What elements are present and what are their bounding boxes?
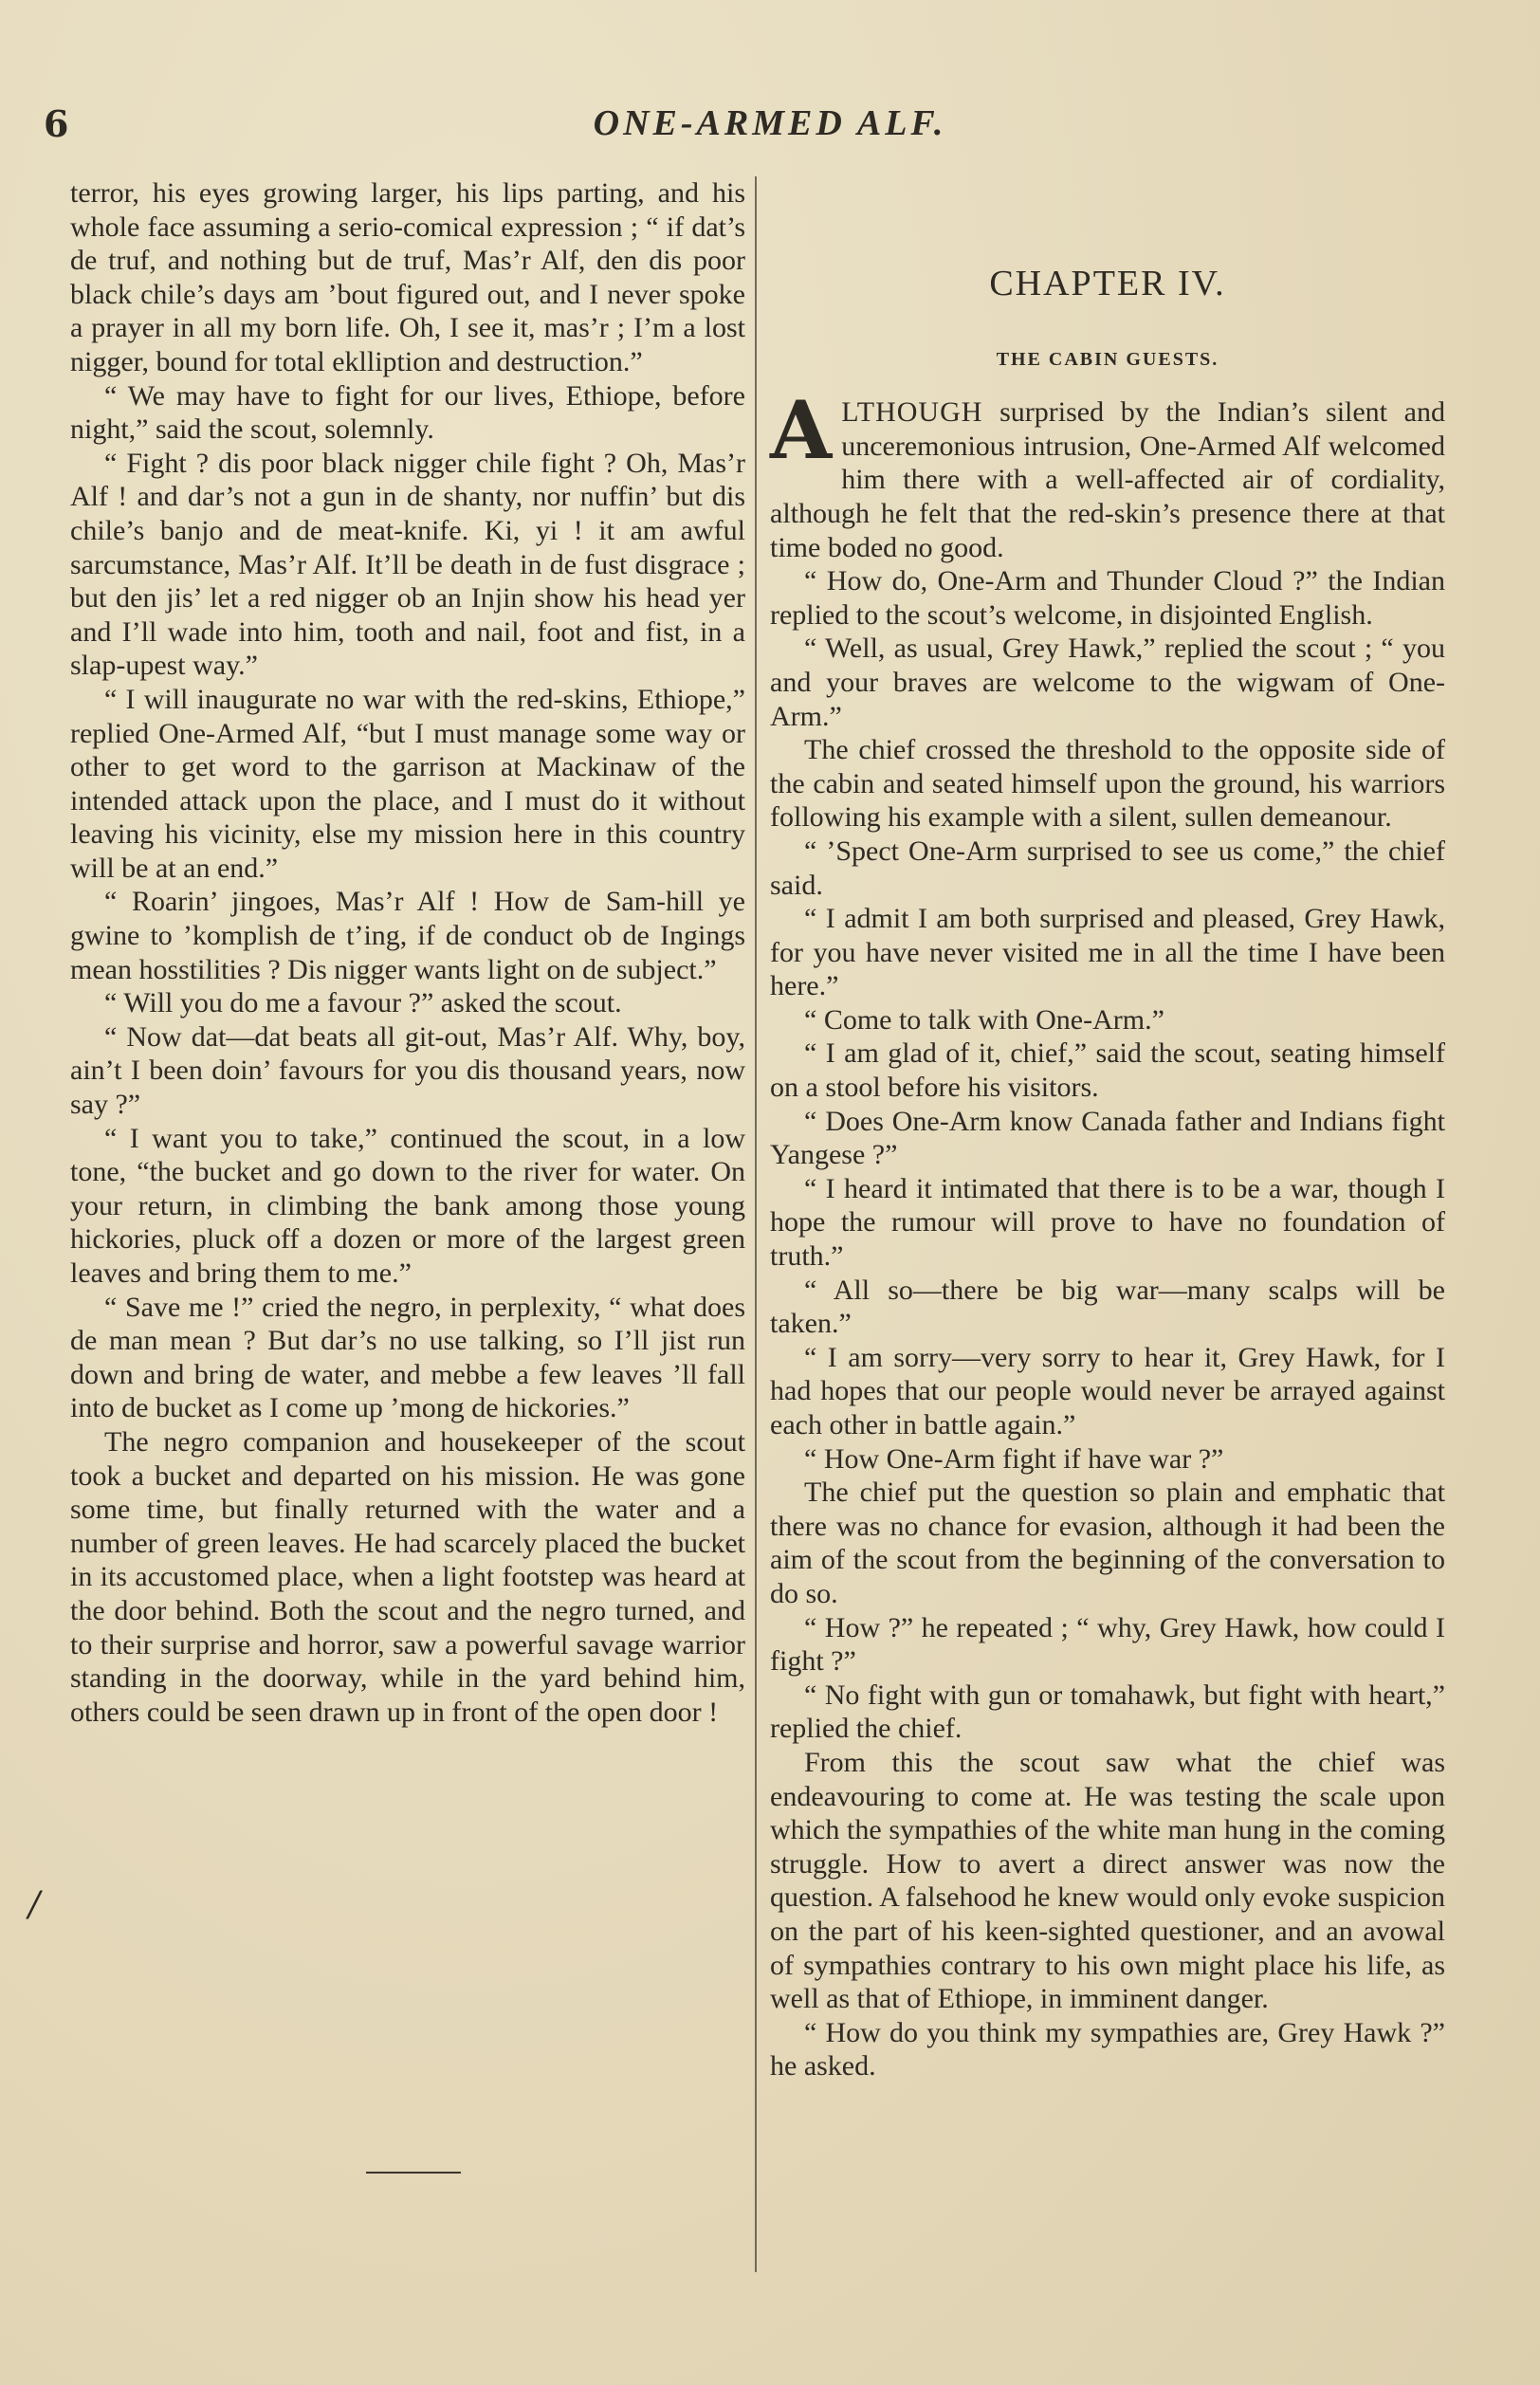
paragraph: “ Will you do me a favour ?” asked the scout.: [104, 987, 622, 1019]
page-number: 6: [44, 102, 69, 145]
page-header: [0, 102, 1540, 159]
paragraph: The negro companion and housekeeper of the scout took a bucket and departed on his mission. He was gone some time, but finally returned with the water and a number of green leaves. He had scarcely placed the bucket in its accustomed place, when a light footstep was heard at the door behind. Both the scout and the negro turned, and to their surprise and horror, saw a powerful savage warrior standing in the doorway, while in the yard behind him, others could be seen drawn up in front of the open door !: [70, 1425, 745, 1728]
paragraph: “ No fight with gun or tomahawk, but fight with heart,” replied the chief.: [770, 1679, 1445, 1745]
right-column: [770, 176, 1445, 2083]
paragraph: The chief crossed the threshold to the opposite side of the cabin and seated himself upon the ground, his warriors following his example with a silent, sullen demeanour.: [770, 734, 1445, 834]
paragraph: “ Save me !” cried the negro, in perplexity, “ what does de man mean ? But dar’s no use talking, so I’ll jist run down and bring de water, and mebbe a few leaves ’ll fall into de bucket as I come up ’mong de hickories.”: [70, 1291, 745, 1424]
running-title: ONE-ARMED ALF.: [593, 103, 947, 143]
paragraph: “ Fight ? dis poor black nigger chile fight ? Oh, Mas’r Alf ! and dar’s not a gun in de shanty, nor nuffin’ but dis chile’s banjo and de meat-knife. Ki, yi ! it am awful sarcumstance, Mas’r Alf. It’ll be death in de fust disgrace ; but den jis’ let a red nigger ob an Injin show his head yer and I’ll wade into him, tooth and nail, foot and fist, in a slap-upest way.”: [70, 447, 745, 682]
paragraph: “ I will inaugurate no war with the red-skins, Ethiope,” replied One-Armed Alf, “but I must manage some way or other to get word to the garrison at Mackinaw of the intended attack upon the place, and I must do it without leaving his vicinity, else my mission here in this country will be at an end.”: [70, 683, 745, 884]
paragraph: “ All so—there be big war—many scalps will be taken.”: [770, 1274, 1445, 1340]
margin-mark: /: [28, 1885, 41, 1924]
paragraph: “ How do you think my sympathies are, Grey Hawk ?” he asked.: [770, 2016, 1445, 2082]
left-column: [70, 176, 745, 1729]
chapter-opening-paragraph: [770, 383, 1445, 564]
paragraph: “ Does One-Arm know Canada father and Indians fight Yangese ?”: [770, 1105, 1445, 1171]
chapter-title: CHAPTER IV.: [989, 264, 1226, 303]
section-end-rule: [366, 2172, 461, 2174]
paragraph: From this the scout saw what the chief was endeavouring to come at. He was testing the scale upon which the sympathies of the white man hung in the coming struggle. How to avert a direct answer was now the question. A falsehood he knew would only evoke suspicion on the part of his keen-sighted questioner, and an avowal of sympathies contrary to his own might place his life, as well as that of Ethiope, in imminent danger.: [770, 1746, 1445, 2015]
paragraph: “ How ?” he repeated ; “ why, Grey Hawk, how could I fight ?”: [770, 1611, 1445, 1678]
paragraph: terror, his eyes growing larger, his lips parting, and his whole face assuming a serio-comical expression ; “ if dat’s de truf, and nothing but de truf, Mas’r Alf, den dis poor black chile’s days am ’bout figured out, and I never spoke a prayer in all my born life. Oh, I see it, mas’r ; I’m a lost nigger, bound for total eklliption and destruction.”: [70, 177, 745, 377]
chapter-subtitle: THE CABIN GUESTS.: [996, 348, 1219, 370]
paragraph: “ Well, as usual, Grey Hawk,” replied the scout ; “ you and your braves are welcome to the wigwam of One-Arm.”: [770, 633, 1445, 732]
paragraph: “ Come to talk with One-Arm.”: [804, 1003, 1164, 1036]
paragraph: “ Now dat—dat beats all git-out, Mas’r Alf. Why, boy, ain’t I been doin’ favours for you dis thousand years, now say ?”: [70, 1020, 745, 1121]
paragraph: “ I am sorry—very sorry to hear it, Grey Hawk, for I had hopes that our people would never be arrayed against each other in battle again.”: [770, 1341, 1445, 1440]
paragraph: “ I heard it intimated that there is to be a war, though I hope the rumour will prove to have no foundation of truth.”: [770, 1172, 1445, 1273]
opening-caps: LTHOUGH: [841, 396, 983, 429]
paragraph: “ I admit I am both surprised and pleased, Grey Hawk, for you have never visited me in all the time I have been here.”: [770, 903, 1445, 1002]
paragraph: “ ’Spect One-Arm surprised to see us come,” the chief said.: [770, 835, 1445, 901]
opening-text: surprised by the Indian’s silent and unceremonious intrusion, One-Armed Alf welcomed him there with a well-affected air of cordiality, although he felt that the red-skin’s presence there at that time boded no good.: [770, 396, 1445, 563]
paragraph: “ How One-Arm fight if have war ?”: [804, 1442, 1224, 1475]
paragraph: “ How do, One-Arm and Thunder Cloud ?” the Indian replied to the scout’s welcome, in disjointed English.: [770, 565, 1445, 631]
paragraph: “ I want you to take,” continued the scout, in a low tone, “the bucket and go down to the river for water. On your return, in climbing the bank among those young hickories, pluck off a dozen or more of the largest green leaves and bring them to me.”: [70, 1122, 745, 1289]
paragraph: “ We may have to fight for our lives, Ethiope, before night,” said the scout, solemnly.: [70, 379, 745, 446]
paragraph: “ Roarin’ jingoes, Mas’r Alf ! How de Sam-hill ye gwine to ’komplish de t’ing, if de conduct ob de Ingings mean hosstilities ? Dis nigger wants light on de subject.”: [70, 886, 745, 985]
paragraph: The chief put the question so plain and emphatic that there was no chance for evasion, although it had been the aim of the scout from the beginning of the conversation to do so.: [770, 1477, 1445, 1609]
column-divider: [755, 176, 757, 2272]
drop-cap: A: [770, 383, 833, 478]
paragraph: “ I am glad of it, chief,” said the scout, seating himself on a stool before his visitors.: [770, 1037, 1445, 1104]
